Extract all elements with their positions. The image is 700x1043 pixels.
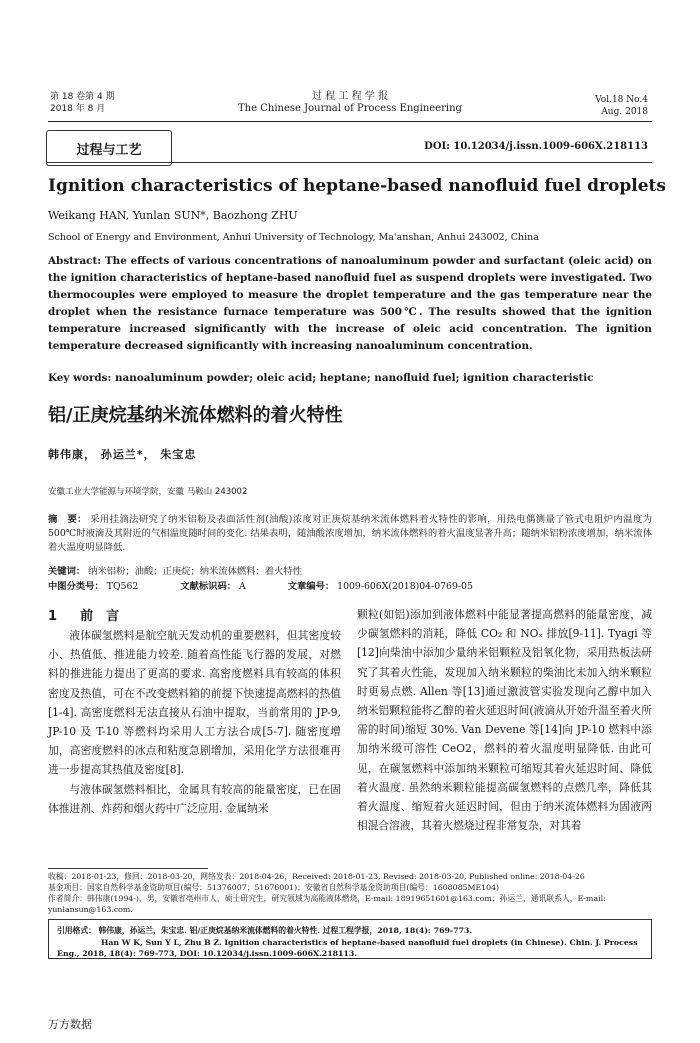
keywords-text-cn: 纳米铝粉；油酸；正庚烷；纳米流体燃料；着火特性 xyxy=(88,566,303,577)
abstract-en xyxy=(48,253,652,355)
header-volume-cn: 第 18 卷第 4 期 xyxy=(50,92,115,102)
keywords-label-en: Key words: xyxy=(48,372,112,384)
section-number: 1 xyxy=(48,609,58,624)
doi-rule xyxy=(46,162,652,163)
abstract-cn xyxy=(48,513,652,555)
article-no: 1009-606X(2018)04-0769-05 xyxy=(337,581,473,592)
journal-title-cn: 过 程 工 程 学 报 xyxy=(312,91,388,102)
footnotes xyxy=(48,871,652,915)
journal-title-en: The Chinese Journal of Process Engineering xyxy=(238,103,462,114)
citation-box xyxy=(48,919,652,959)
abstract-label-cn: 摘 要： xyxy=(48,514,87,525)
section-heading xyxy=(48,605,119,624)
column-badge: 过程与工艺 xyxy=(46,130,172,166)
header-issue-en xyxy=(595,94,648,118)
doc-code-label: 文献标识码： xyxy=(180,581,237,592)
keywords-en xyxy=(48,372,652,384)
affiliation-en: School of Energy and Environment, Anhui University of Technology, Ma'anshan, Anhui 243002, China xyxy=(48,232,539,243)
abstract-label-en: Abstract: xyxy=(48,255,102,267)
abstract-text-cn: 采用挂滴法研究了纳米铝粉及表面活性剂(油酸)浓度对正庚烷基纳米流体燃料着火特性的影响，用热电偶测量了管式电阻炉内温度为 500℃时液滴及其附近的气相温度随时间的变化. 结果表明，随油酸浓度增加，纳米流体燃料的着火温度显著升高；随纳米铝粉浓度增加，纳米流体着火温度明显降低. xyxy=(48,514,652,553)
citation-label: 引用格式： xyxy=(57,926,96,935)
keywords-text-en: nanoaluminum powder; oleic acid; heptane; nanofluid fuel; ignition characteristic xyxy=(115,372,594,384)
paper-title-cn: 铝/正庚烷基纳米流体燃料的着火特性 xyxy=(48,405,343,426)
abstract-text-en: The effects of various concentrations of nanoaluminum powder and surfactant (oleic acid) on the ignition characteristics of heptane-based nanofluid fuel as suspend droplets were investigated. Two thermocouples were employed to measure the droplet temperature and the gas temperature near the droplet when the resistance furnace temperature was 500℃. The results showed that the ignition temperature increased significantly with the increase of oleic acid concentration. The ignition temperature decreased significantly with increasing nanoaluminum concentration. xyxy=(48,255,652,352)
class-no: TQ562 xyxy=(106,581,139,592)
keywords-label-cn: 关键词： xyxy=(48,566,86,577)
footnote-funding: 基金项目：国家自然科学基金资助项目(编号：51376007；51676001)；安徽省自然科学基金资助项目(编号：1608085ME104) xyxy=(48,883,500,892)
paper-title-en: Ignition characteristics of heptane-based nanofluid fuel droplets xyxy=(48,176,666,196)
affiliation-cn: 安徽工业大学能源与环境学院，安徽 马鞍山 243002 xyxy=(48,487,248,497)
class-no-label: 中图分类号： xyxy=(48,581,104,592)
footnote-author-intro: 作者简介：韩伟康(1994-)，男，安徽省亳州市人，硕士研究生，研究领域为高能液体燃烧，E-mail: 18919651601@163.com；孙运兰，通讯联系人，E-mail: yunlansun@163.com. xyxy=(48,894,606,914)
article-no-label: 文章编号： xyxy=(287,581,335,592)
section-title: 前 言 xyxy=(80,609,120,624)
authors-cn: 韩伟康， 孙运兰*， 朱宝忠 xyxy=(48,448,197,461)
header-date-cn: 2018 年 8 月 xyxy=(50,104,106,114)
body-paragraph: 颗粒(如铝)添加到液体燃料中能显著提高燃料的能量密度，减少碳氢燃料的消耗，降低 CO₂ 和 NOₓ 排放[9-11]. Tyagi 等[12]向柴油中添加少量纳米铝颗粒及铝氧化物，采用热板法研究了其着火性能，发现加入纳米颗粒的柴油比未加入纳米颗粒时更易点燃. Allen 等[13]通过激波管实验发现向乙醇中加入纳米铝颗粒能将乙醇的着火延迟时间(液滴从开始升温至着火所需的时间)缩短 30%. Van Devene 等[14]向 JP-10 燃料中添加纳米级可溶性 CeO2，燃料的着火温度明显降低. 由此可见，在碳氢燃料中添加纳米颗粒可缩短其着火延迟时间、降低着火温度. 虽然纳米颗粒能提高碳氢燃料的点燃几率，降低其着火温度、缩短着火延迟时间，但由于纳米流体燃料为固液两相混合溶液，其着火燃烧过程非常复杂，对其着 xyxy=(357,608,652,833)
header-volume-en: Vol.18 No.4 xyxy=(595,95,648,105)
watermark: 万方数据 xyxy=(48,1018,92,1031)
doc-code: A xyxy=(239,581,246,592)
citation-en: Han W K, Sun Y L, Zhu B Z. Ignition characteristics of heptane-based nanofluid fuel droplets (in Chinese). Chin. J. Process Eng., 2018, 18(4): 769-773, DOI: 10.12034/j.issn.1009-606X.218113. xyxy=(57,937,638,958)
header-rule xyxy=(48,121,652,122)
header-date-en: Aug. 2018 xyxy=(601,107,648,117)
classification-line xyxy=(48,578,652,592)
body-column-right xyxy=(357,605,652,835)
keywords-cn xyxy=(48,563,302,577)
footnote-rule xyxy=(48,868,208,869)
authors-en: Weikang HAN, Yunlan SUN*, Baozhong ZHU xyxy=(48,209,298,222)
body-column-left xyxy=(48,626,341,818)
doi: DOI: 10.12034/j.issn.1009-606X.218113 xyxy=(424,141,648,152)
body-paragraph: 液体碳氢燃料是航空航天发动机的重要燃料，但其密度较小、热值低、推进能力较差. 随着高性能飞行器的发展，对燃料的推进能力提出了更高的要求. 高密度燃料具有较高的体积密度及热值，可在不改变燃料箱的前提下快速提高燃料的热值[1-4]. 高密度燃料无法直接从石油中提取，当前常用的 JP-9, JP-10 及 T-10 等燃料均采用人工方法合成[5-7]. 随密度增加，高密度燃料的冰点和粘度急剧增加，采用化学方法很难再进一步提高其热值及密度[8]. xyxy=(48,629,341,777)
footnote-dates: 收稿：2018-01-23，修回：2018-03-20，网络发表：2018-04-26，Received: 2018-01-23, Revised: 2018-03-20, Published online: 2018-04-26 xyxy=(48,872,585,881)
citation-cn: 韩伟康，孙运兰，朱宝忠. 铝/正庚烷基纳米流体燃料的着火特性. 过程工程学报，2018, 18(4): 769-773. xyxy=(98,926,473,935)
body-paragraph: 与液体碳氢燃料相比，金属具有较高的能量密度，已在固体推进剂、炸药和烟火药中广泛应用. 金属纳米 xyxy=(48,782,341,815)
